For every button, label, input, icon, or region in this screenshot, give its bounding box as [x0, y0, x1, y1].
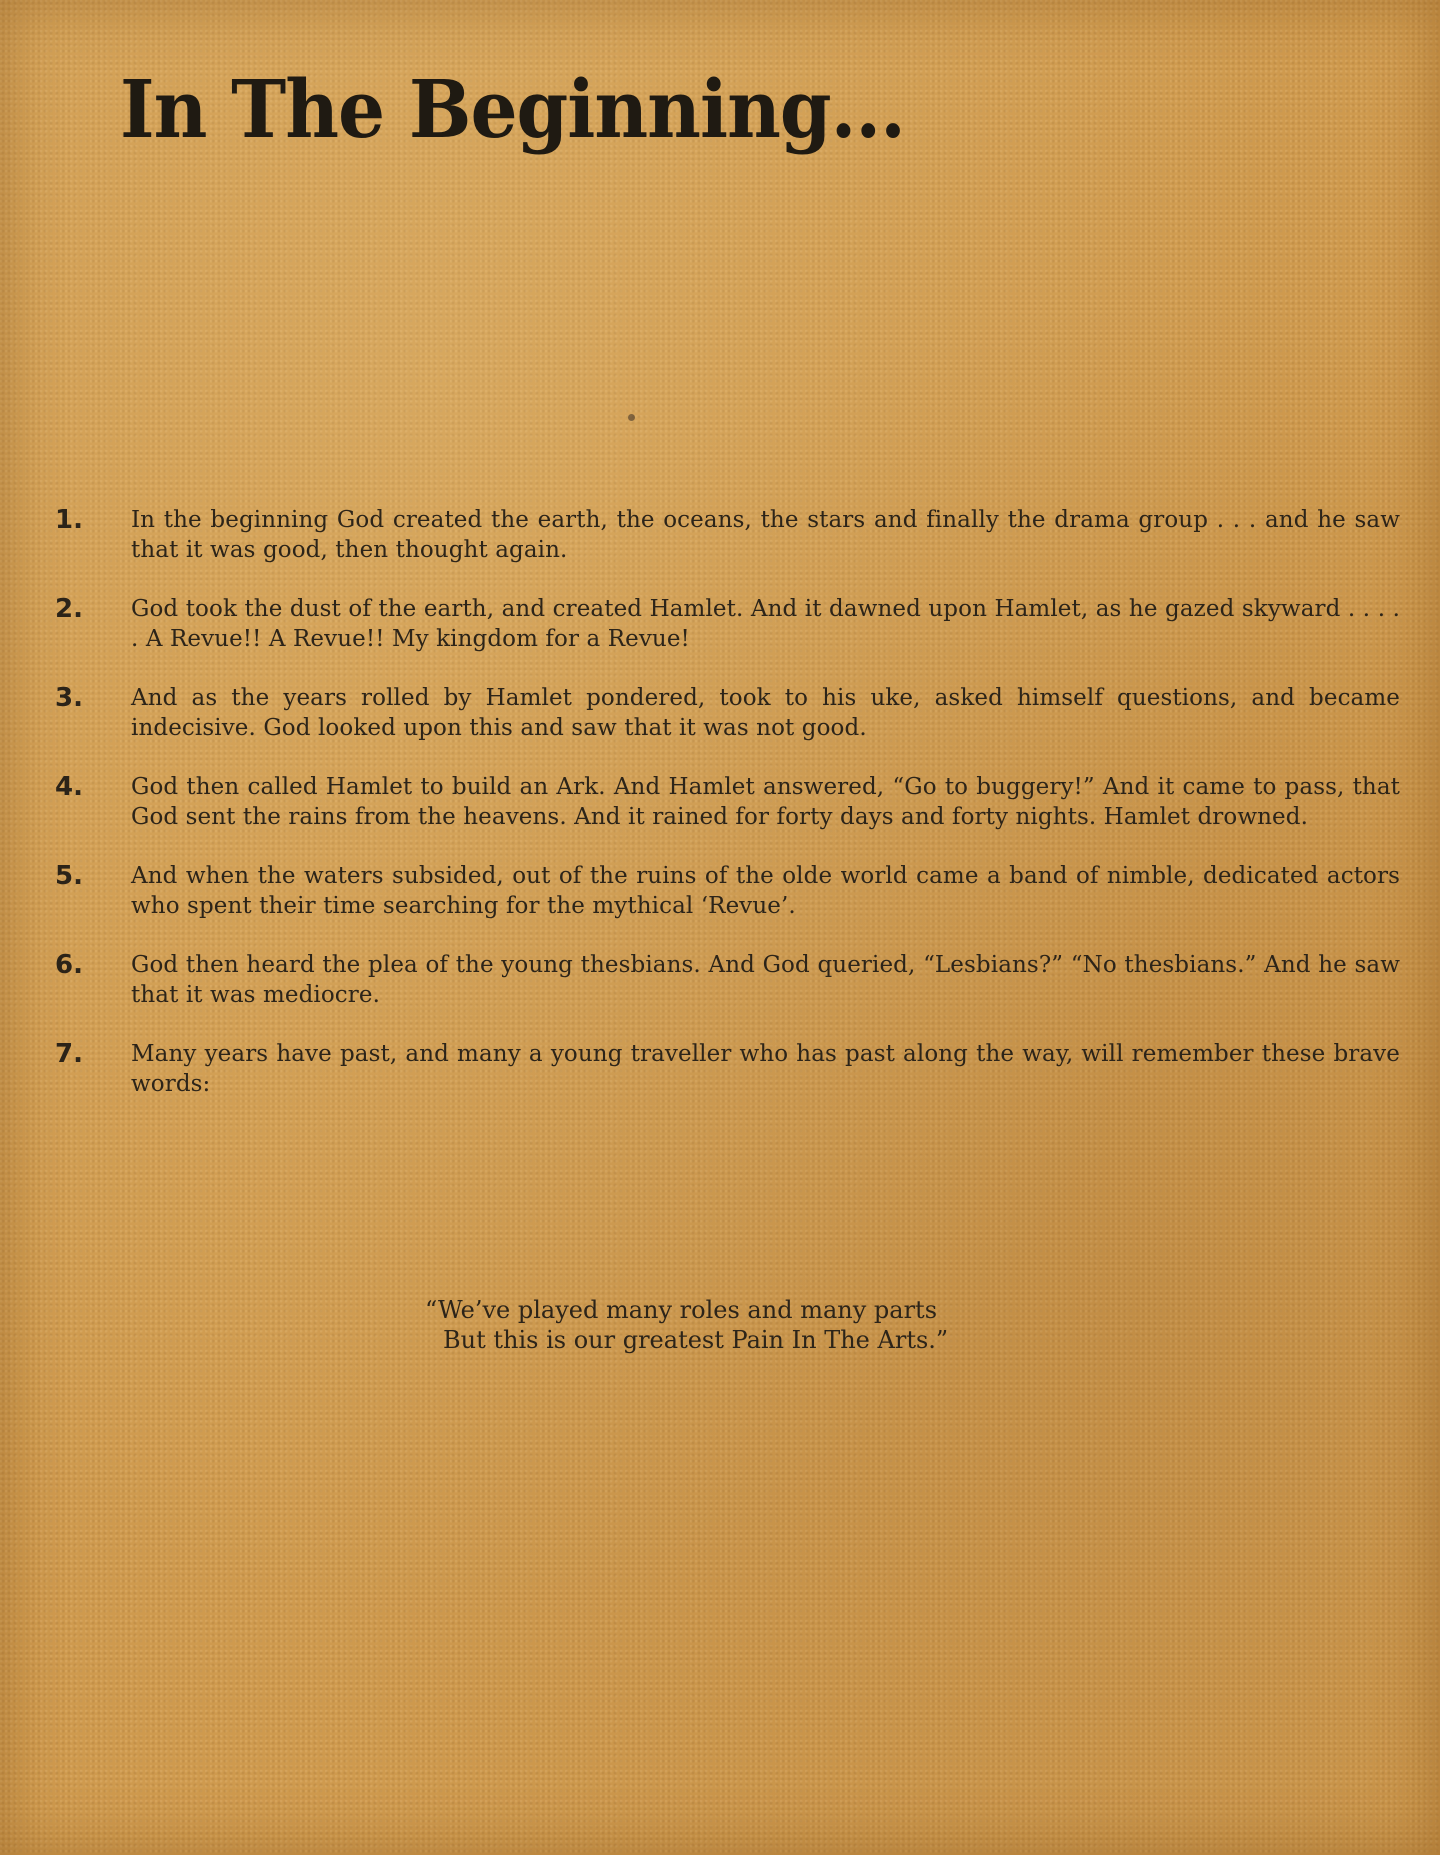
item-number: 6. — [55, 950, 83, 980]
numbered-list — [55, 505, 1400, 1128]
page-title: In The Beginning... — [120, 63, 905, 157]
quote-line-2: But this is our greatest Pain In The Arts.” — [443, 1326, 949, 1354]
item-text: In the beginning God created the earth, the oceans, the stars and finally the drama group . . . and he saw that it was good, then thought again. — [131, 507, 1400, 563]
list-item — [55, 861, 1400, 921]
item-number: 3. — [55, 683, 83, 713]
list-item — [55, 683, 1400, 743]
item-text: And as the years rolled by Hamlet pondered, took to his uke, asked himself questions, and became indecisive. God looked upon this and saw that it was not good. — [131, 685, 1400, 741]
paper-speck — [628, 414, 635, 421]
closing-quote — [425, 1295, 1045, 1355]
list-item — [55, 594, 1400, 654]
item-number: 2. — [55, 594, 83, 624]
item-number: 5. — [55, 861, 83, 891]
item-text: Many years have past, and many a young traveller who has past along the way, will remember these brave words: — [131, 1041, 1400, 1097]
item-number: 4. — [55, 772, 83, 802]
item-text: And when the waters subsided, out of the ruins of the olde world came a band of nimble, dedicated actors who spent their time searching for the mythical ‘Revue’. — [131, 863, 1400, 919]
list-item — [55, 950, 1400, 1010]
item-number: 1. — [55, 505, 83, 535]
item-text: God then called Hamlet to build an Ark. And Hamlet answered, “Go to buggery!” And it came to pass, that God sent the rains from the heavens. And it rained for forty days and forty nights. Hamlet drowned. — [131, 774, 1400, 830]
list-item — [55, 505, 1400, 565]
item-text: God took the dust of the earth, and created Hamlet. And it dawned upon Hamlet, as he gazed skyward . . . . . A Revue!! A Revue!! My kingdom for a Revue! — [131, 596, 1400, 652]
list-item — [55, 772, 1400, 832]
quote-line-1: “We’ve played many roles and many parts — [425, 1296, 938, 1324]
list-item — [55, 1039, 1400, 1099]
item-text: God then heard the plea of the young thesbians. And God queried, “Lesbians?” “No thesbians.” And he saw that it was mediocre. — [131, 952, 1400, 1008]
item-number: 7. — [55, 1039, 83, 1069]
